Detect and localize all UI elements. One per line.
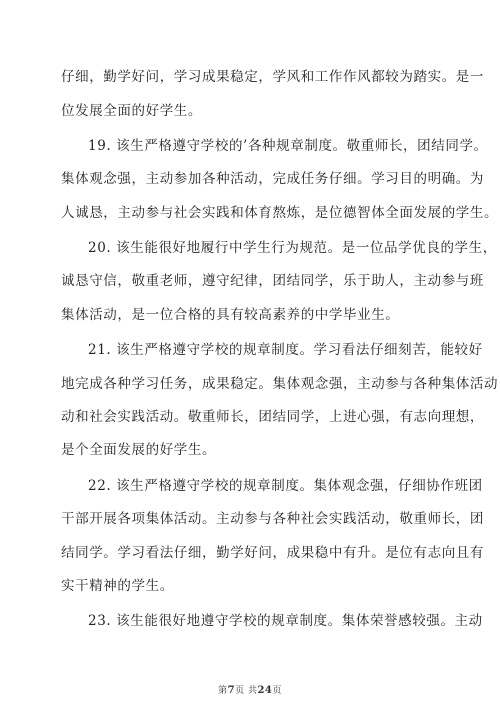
page-total: 24 xyxy=(257,685,273,696)
paragraph-23-start: 23. 该生能很好地遵守学校的规章制度。集体荣誉感较强。主动 xyxy=(88,613,483,629)
text-line: 干部开展各项集体活动。主动参与各种社会实践活动，敬重师长，团 xyxy=(61,511,484,527)
text-line: 是个全面发展的好学生。 xyxy=(61,442,217,458)
text-line: 集体活动，是一位合格的具有较高素养的中学毕业生。 xyxy=(61,307,400,323)
text-line: 实干精神的学生。 xyxy=(61,578,174,594)
text-line: 仔细，勤学好问，学习成果稳定，学风和工作作风都较为踏实。是一 xyxy=(61,69,484,85)
paragraph-21-start: 21. 该生严格遵守学校的规章制度。学习看法仔细刻苦，能较好 xyxy=(88,342,483,358)
page-prefix: 第 xyxy=(218,686,228,696)
page-footer xyxy=(0,683,500,696)
page-suffix: 页 xyxy=(272,686,282,696)
text-line: 地完成各种学习任务，成果稳定。集体观念强，主动参与各种集体活动 xyxy=(61,376,499,392)
paragraph-22-start: 22. 该生严格遵守学校的规章制度。集体观念强，仔细协作班团 xyxy=(88,478,483,494)
text-line: 结同学。学习看法仔细，勤学好问，成果稳中有升。是位有志向且有 xyxy=(61,545,484,561)
text-line: 位发展全面的好学生。 xyxy=(61,103,202,119)
page-mid: 页 共 xyxy=(235,686,258,696)
text-line: 诚恳守信，敬重老师，遵守纪律，团结同学，乐于助人，主动参与班 xyxy=(61,273,484,289)
page-current: 7 xyxy=(227,685,236,696)
text-line: 人诚恳，主动参与社会实践和体育熬炼，是位德智体全面发展的学生。 xyxy=(61,205,499,221)
text-line: 集体观念强，主动参加各种活动，完成任务仔细。学习目的明确。为 xyxy=(61,171,484,187)
text-line: 动和社会实践活动。敬重师长，团结同学，上进心强，有志向理想， xyxy=(61,409,484,425)
paragraph-20-start: 20. 该生能很好地履行中学生行为规范。是一位品学优良的学生， xyxy=(88,240,497,256)
paragraph-19-start: 19. 该生严格遵守学校的’各种规章制度。敬重师长，团结同学。 xyxy=(88,138,488,154)
